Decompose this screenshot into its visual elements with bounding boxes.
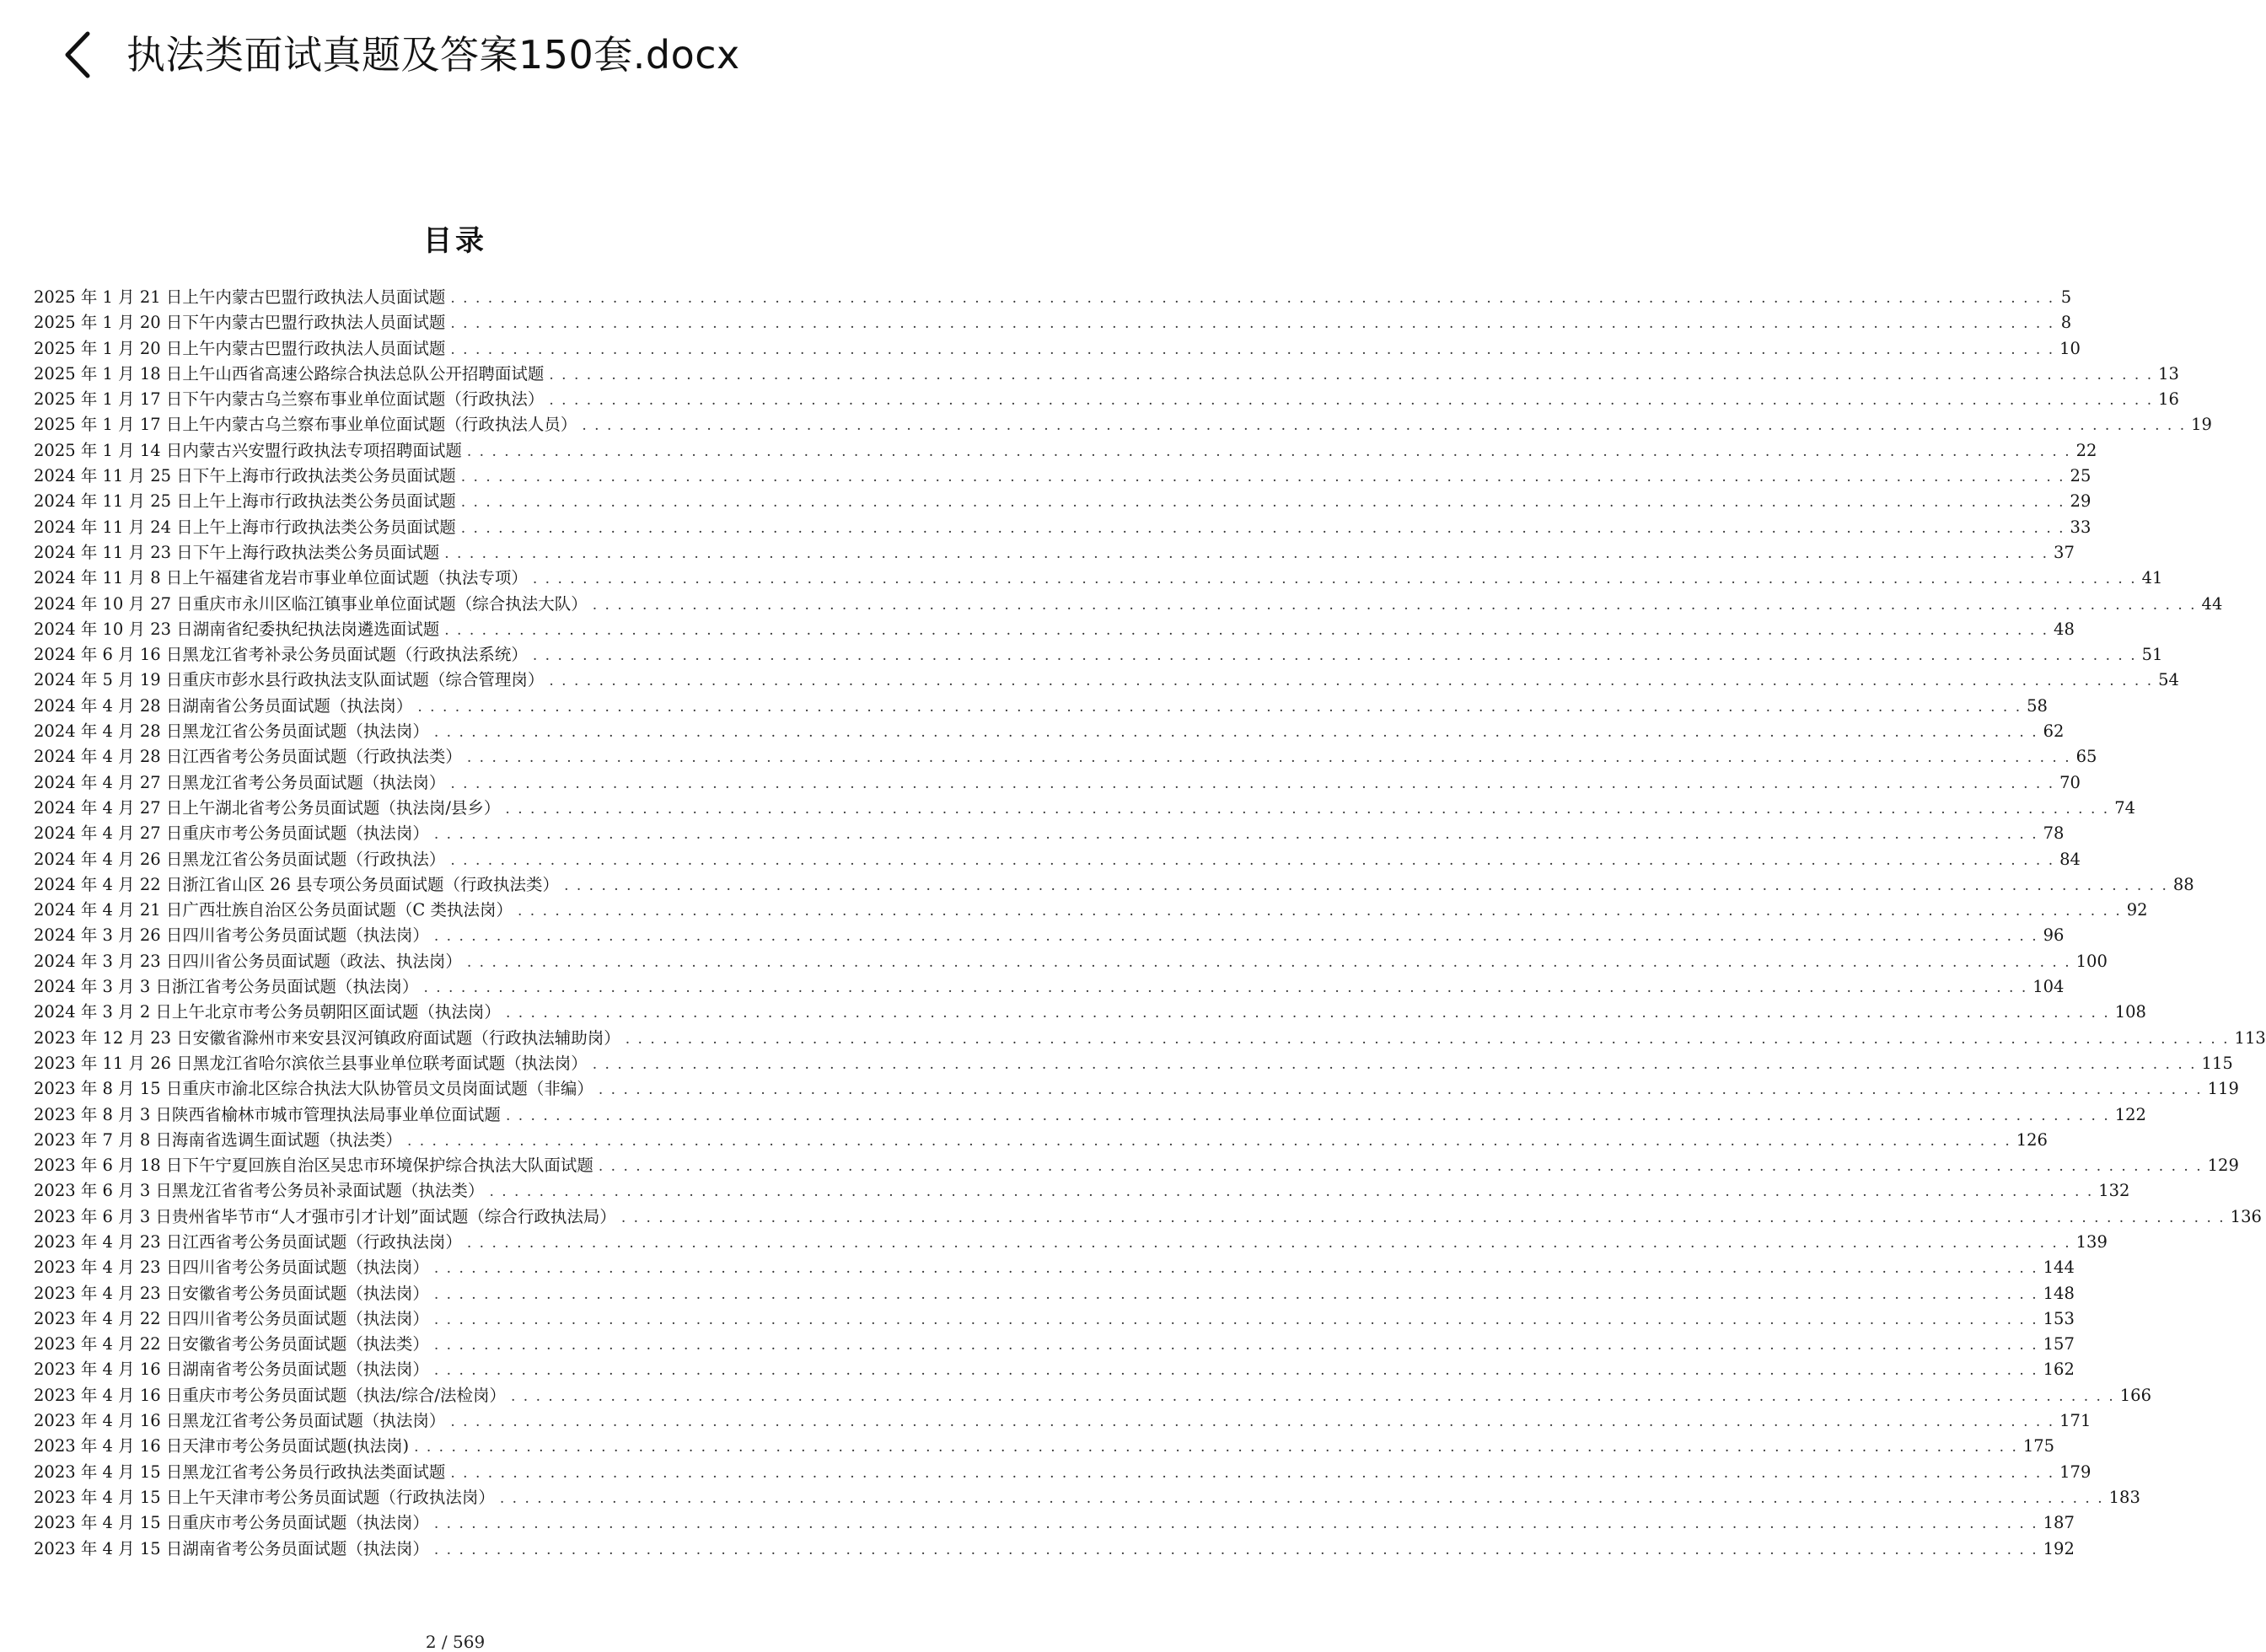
toc-entry-title: 2024 年 3 月 3 日浙江省考公务员面试题（执法岗） <box>34 977 419 997</box>
toc-entry-title: 2024 年 4 月 28 日湖南省公务员面试题（执法岗） <box>34 695 413 716</box>
toc-dot-leader <box>506 1000 2110 1026</box>
toc-dot-leader <box>500 1486 2104 1511</box>
toc-entry[interactable] <box>34 1510 2075 1536</box>
toc-entry[interactable] <box>34 540 2075 566</box>
toc-entry-title: 2024 年 4 月 27 日重庆市考公务员面试题（执法岗） <box>34 823 429 844</box>
toc-entry-page-number: 187 <box>2043 1513 2075 1533</box>
toc-entry[interactable] <box>34 285 2072 310</box>
toc-dot-leader <box>434 1256 2038 1281</box>
toc-entry-title: 2023 年 4 月 22 日安徽省考公务员面试题（执法类） <box>34 1334 429 1354</box>
toc-entry-page-number: 104 <box>2032 977 2065 997</box>
toc-dot-leader <box>414 1435 2018 1460</box>
toc-entry-page-number: 144 <box>2043 1258 2075 1278</box>
toc-entry-page-number: 113 <box>2234 1027 2266 1048</box>
toc-entry[interactable] <box>34 847 2081 872</box>
toc-entry[interactable] <box>34 1255 2075 1280</box>
toc-dot-leader <box>417 695 2022 720</box>
toc-dot-leader <box>489 1179 2093 1204</box>
back-button[interactable] <box>52 25 103 84</box>
toc-entry-title: 2024 年 3 月 2 日上午北京市考公务员朝阳区面试题（执法岗） <box>34 1002 501 1022</box>
toc-entry-title: 2023 年 7 月 8 日海南省选调生面试题（执法类） <box>34 1129 402 1150</box>
toc-entry-page-number: 162 <box>2043 1360 2075 1380</box>
toc-entry[interactable] <box>34 515 2091 540</box>
toc-entry-page-number: 179 <box>2059 1462 2091 1482</box>
toc-dot-leader <box>434 1537 2038 1563</box>
toc-entry-page-number: 126 <box>2016 1129 2048 1150</box>
toc-dot-leader <box>434 1358 2038 1383</box>
toc-entry[interactable] <box>34 796 2136 821</box>
toc-entry-page-number: 171 <box>2059 1411 2091 1431</box>
toc-entry-page-number: 13 <box>2158 363 2179 384</box>
toc-entry[interactable] <box>34 362 2179 387</box>
toc-entry[interactable] <box>34 923 2065 948</box>
toc-entry-page-number: 70 <box>2059 772 2081 792</box>
toc-dot-leader <box>599 1154 2203 1179</box>
toc-entry-title: 2023 年 4 月 16 日湖南省考公务员面试题（执法岗） <box>34 1360 429 1380</box>
toc-dot-leader <box>549 388 2153 413</box>
toc-entry-title: 2024 年 5 月 19 日重庆市彭水县行政执法支队面试题（综合管理岗） <box>34 670 545 690</box>
toc-entry-page-number: 175 <box>2022 1436 2055 1456</box>
toc-dot-leader <box>434 924 2038 949</box>
toc-entry-page-number: 37 <box>2054 542 2075 562</box>
toc-entry-title: 2023 年 4 月 16 日黑龙江省考公务员面试题（执法岗） <box>34 1411 446 1431</box>
toc-entry[interactable] <box>34 949 2108 974</box>
toc-entry-title: 2023 年 4 月 15 日重庆市考公务员面试题（执法岗） <box>34 1513 429 1533</box>
toc-entry-title: 2023 年 12 月 23 日安徽省滁州市来安县汊河镇政府面试题（行政执法辅助岗） <box>34 1027 620 1048</box>
toc-dot-leader <box>450 848 2054 873</box>
toc-dot-leader <box>593 593 2197 618</box>
toc-entry-title: 2023 年 8 月 15 日重庆市渝北区综合执法大队协管员文员岗面试题（非编） <box>34 1079 593 1099</box>
toc-entry-title: 2024 年 11 月 24 日上午上海市行政执法类公务员面试题 <box>34 517 456 537</box>
toc-entry[interactable] <box>34 1076 2239 1102</box>
document-title: 执法类面试真题及答案150套.docx <box>126 32 740 78</box>
toc-entry-title: 2024 年 10 月 27 日重庆市永川区临江镇事业单位面试题（综合执法大队） <box>34 593 588 614</box>
toc-dot-leader <box>407 1129 2011 1154</box>
toc-entry-page-number: 108 <box>2114 1002 2146 1022</box>
toc-entry-page-number: 48 <box>2054 619 2075 639</box>
toc-entry-title: 2023 年 4 月 23 日四川省考公务员面试题（执法岗） <box>34 1258 429 1278</box>
toc-dot-leader <box>434 822 2038 847</box>
toc-entry-title: 2023 年 4 月 16 日重庆市考公务员面试题（执法/综合/法检岗） <box>34 1385 506 1405</box>
toc-dot-leader <box>533 566 2137 592</box>
toc-entry-title: 2024 年 3 月 26 日四川省考公务员面试题（执法岗） <box>34 925 429 946</box>
toc-dot-leader <box>564 873 2168 898</box>
toc-dot-leader <box>450 311 2054 336</box>
toc-entry-title: 2024 年 11 月 8 日上午福建省龙岩市事业单位面试题（执法专项） <box>34 568 528 588</box>
toc-entry-title: 2023 年 8 月 3 日陕西省榆林市城市管理执法局事业单位面试题 <box>34 1104 501 1124</box>
toc-entry-title: 2025 年 1 月 21 日上午内蒙古巴盟行政执法人员面试题 <box>34 287 446 307</box>
toc-entry-title: 2025 年 1 月 18 日上午山西省高速公路综合执法总队公开招聘面试题 <box>34 363 545 384</box>
toc-entry-title: 2024 年 10 月 23 日湖南省纪委执纪执法岗遴选面试题 <box>34 619 440 639</box>
toc-entry-page-number: 65 <box>2075 747 2097 767</box>
toc-entry[interactable] <box>34 719 2065 744</box>
toc-entry-title: 2023 年 4 月 15 日湖南省考公务员面试题（执法岗） <box>34 1538 429 1558</box>
toc-entry-page-number: 44 <box>2201 593 2223 614</box>
table-of-contents <box>34 285 2266 1562</box>
toc-dot-leader <box>467 950 2071 975</box>
toc-entry-page-number: 41 <box>2141 568 2163 588</box>
toc-entry[interactable] <box>34 1051 2233 1076</box>
toc-dot-leader <box>549 668 2153 694</box>
toc-entry-title: 2025 年 1 月 17 日上午内蒙古乌兰察布事业单位面试题（行政执法人员） <box>34 415 577 435</box>
toc-dot-leader <box>434 1333 2038 1358</box>
toc-entry-page-number: 78 <box>2043 823 2065 844</box>
toc-entry-page-number: 10 <box>2059 338 2081 358</box>
toc-entry[interactable] <box>34 1485 2140 1510</box>
toc-entry[interactable] <box>34 974 2065 1000</box>
toc-entry-title: 2024 年 4 月 28 日江西省考公务员面试题（行政执法类） <box>34 747 462 767</box>
toc-dot-leader <box>582 413 2186 438</box>
toc-entry[interactable] <box>34 387 2179 412</box>
toc-entry[interactable] <box>34 770 2081 796</box>
toc-dot-leader <box>467 745 2071 770</box>
toc-dot-leader <box>450 1409 2054 1435</box>
toc-entry-title: 2023 年 6 月 18 日下午宁夏回族自治区吴忠市环境保护综合执法大队面试题 <box>34 1156 593 1176</box>
toc-entry-title: 2023 年 4 月 15 日黑龙江省考公务员行政执法类面试题 <box>34 1462 446 1482</box>
toc-entry-title: 2024 年 4 月 28 日黑龙江省公务员面试题（执法岗） <box>34 721 429 742</box>
toc-entry-title: 2024 年 4 月 22 日浙江省山区 26 县专项公务员面试题（行政执法类） <box>34 874 560 894</box>
toc-entry-page-number: 166 <box>2119 1385 2151 1405</box>
toc-entry-title: 2024 年 3 月 23 日四川省公务员面试题（政法、执法岗） <box>34 951 462 971</box>
toc-entry[interactable] <box>34 821 2065 846</box>
toc-entry[interactable] <box>34 1537 2075 1562</box>
toc-dot-leader <box>444 541 2049 566</box>
toc-entry-page-number: 96 <box>2043 925 2065 946</box>
toc-dot-leader <box>467 439 2071 464</box>
top-bar <box>0 0 910 110</box>
toc-entry[interactable] <box>34 1102 2146 1128</box>
toc-entry-page-number: 33 <box>2070 517 2091 537</box>
toc-entry-title: 2024 年 11 月 25 日上午上海市行政执法类公务员面试题 <box>34 491 456 512</box>
toc-entry-page-number: 153 <box>2043 1308 2075 1328</box>
toc-dot-leader <box>467 1231 2071 1256</box>
toc-dot-leader <box>626 1027 2230 1052</box>
toc-entry[interactable] <box>34 1306 2075 1332</box>
toc-entry-title: 2023 年 6 月 3 日贵州省毕节市“人才强市引才计划”面试题（综合行政执法局） <box>34 1206 616 1226</box>
toc-entry-page-number: 5 <box>2060 287 2072 307</box>
toc-dot-leader <box>434 1307 2038 1333</box>
toc-entry-page-number: 58 <box>2027 695 2048 716</box>
toc-entry-page-number: 22 <box>2075 440 2097 460</box>
toc-dot-leader <box>450 286 2054 311</box>
toc-entry[interactable] <box>34 1128 2048 1153</box>
toc-entry-page-number: 54 <box>2158 670 2179 690</box>
toc-entry-page-number: 148 <box>2043 1283 2075 1303</box>
toc-dot-leader <box>434 1511 2038 1537</box>
toc-entry-page-number: 74 <box>2114 797 2136 818</box>
toc-entry-title: 2024 年 6 月 16 日黑龙江省考补录公务员面试题（行政执法系统） <box>34 645 528 665</box>
toc-entry[interactable] <box>34 1383 2151 1408</box>
toc-dot-leader <box>450 771 2054 796</box>
toc-entry[interactable] <box>34 1357 2075 1382</box>
toc-entry[interactable] <box>34 1000 2146 1025</box>
toc-entry-title: 2024 年 4 月 21 日广西壮族自治区公务员面试题（C 类执法岗） <box>34 900 513 920</box>
toc-entry-page-number: 51 <box>2141 645 2163 665</box>
toc-entry-title: 2023 年 4 月 22 日四川省考公务员面试题（执法岗） <box>34 1308 429 1328</box>
toc-entry-title: 2025 年 1 月 17 日下午内蒙古乌兰察布事业单位面试题（行政执法） <box>34 389 545 410</box>
toc-dot-leader <box>549 362 2153 388</box>
toc-entry-title: 2024 年 4 月 27 日上午湖北省考公务员面试题（执法岗/县乡） <box>34 797 501 818</box>
chevron-left-icon <box>62 30 93 79</box>
toc-entry-page-number: 92 <box>2126 900 2148 920</box>
toc-entry[interactable] <box>34 1434 2055 1459</box>
toc-entry-page-number: 119 <box>2207 1079 2239 1099</box>
toc-dot-leader <box>506 1103 2110 1129</box>
toc-entry[interactable] <box>34 1178 2130 1204</box>
toc-entry-page-number: 192 <box>2043 1538 2075 1558</box>
toc-entry[interactable] <box>34 592 2223 617</box>
toc-entry-page-number: 88 <box>2172 874 2194 894</box>
toc-entry[interactable] <box>34 412 2212 437</box>
page-indicator: 2 / 569 <box>425 1632 486 1652</box>
toc-entry-title: 2023 年 11 月 26 日黑龙江省哈尔滨依兰县事业单位联考面试题（执法岗） <box>34 1053 588 1073</box>
toc-entry-title: 2023 年 4 月 15 日上午天津市考公务员面试题（行政执法岗） <box>34 1487 495 1507</box>
toc-entry[interactable] <box>34 1153 2239 1178</box>
toc-entry-page-number: 136 <box>2230 1206 2262 1226</box>
toc-entry-page-number: 139 <box>2075 1231 2108 1252</box>
toc-entry[interactable] <box>34 668 2179 693</box>
toc-entry-title: 2025 年 1 月 20 日下午内蒙古巴盟行政执法人员面试题 <box>34 313 446 333</box>
toc-entry-title: 2024 年 11 月 23 日下午上海行政执法类公务员面试题 <box>34 542 440 562</box>
toc-entry-title: 2023 年 4 月 23 日安徽省考公务员面试题（执法岗） <box>34 1283 429 1303</box>
toc-dot-leader <box>621 1205 2226 1231</box>
toc-entry-page-number: 132 <box>2098 1181 2130 1201</box>
toc-entry-page-number: 62 <box>2043 721 2065 742</box>
toc-entry-page-number: 84 <box>2059 849 2081 869</box>
toc-entry[interactable] <box>34 336 2081 362</box>
toc-entry[interactable] <box>34 1026 2266 1051</box>
toc-dot-leader <box>434 720 2038 745</box>
toc-entry-page-number: 157 <box>2043 1334 2075 1354</box>
toc-entry[interactable] <box>34 1460 2091 1485</box>
toc-entry-page-number: 115 <box>2201 1053 2233 1073</box>
toc-entry-title: 2024 年 4 月 26 日黑龙江省公务员面试题（行政执法） <box>34 849 446 869</box>
toc-entry-page-number: 29 <box>2070 491 2091 512</box>
toc-dot-leader <box>423 975 2027 1000</box>
toc-dot-leader <box>450 337 2054 362</box>
toc-entry-page-number: 16 <box>2158 389 2179 410</box>
toc-dot-leader <box>434 1282 2038 1307</box>
toc-entry-page-number: 122 <box>2114 1104 2146 1124</box>
document-page[interactable] <box>0 110 2266 1652</box>
toc-entry-page-number: 25 <box>2070 466 2091 486</box>
toc-entry[interactable] <box>34 1204 2262 1230</box>
toc-dot-leader <box>444 618 2049 643</box>
toc-entry[interactable] <box>34 642 2163 668</box>
toc-entry[interactable] <box>34 898 2148 923</box>
toc-entry[interactable] <box>34 694 2048 719</box>
toc-dot-leader <box>505 796 2109 822</box>
toc-entry-title: 2023 年 6 月 3 日黑龙江省省考公务员补录面试题（执法类） <box>34 1181 485 1201</box>
toc-entry[interactable] <box>34 310 2072 335</box>
toc-entry-page-number: 100 <box>2075 951 2108 971</box>
toc-entry[interactable] <box>34 872 2194 898</box>
toc-entry-title: 2024 年 4 月 27 日黑龙江省考公务员面试题（执法岗） <box>34 772 446 792</box>
toc-entry[interactable] <box>34 438 2097 464</box>
toc-entry-page-number: 129 <box>2207 1156 2239 1176</box>
toc-entry[interactable] <box>34 1281 2075 1306</box>
toc-heading: 目录 <box>423 224 487 258</box>
toc-entry-title: 2023 年 4 月 23 日江西省考公务员面试题（行政执法岗） <box>34 1231 462 1252</box>
toc-entry-page-number: 19 <box>2191 415 2212 435</box>
toc-entry[interactable] <box>34 1332 2075 1357</box>
toc-dot-leader <box>518 898 2122 924</box>
toc-dot-leader <box>511 1384 2115 1409</box>
toc-dot-leader <box>450 1461 2054 1486</box>
toc-dot-leader <box>461 464 2065 490</box>
toc-entry-page-number: 8 <box>2060 313 2072 333</box>
toc-entry-page-number: 183 <box>2108 1487 2140 1507</box>
toc-dot-leader <box>533 643 2137 668</box>
toc-dot-leader <box>599 1077 2203 1102</box>
toc-entry[interactable] <box>34 617 2075 642</box>
toc-entry-title: 2024 年 11 月 25 日下午上海市行政执法类公务员面试题 <box>34 466 456 486</box>
toc-entry[interactable] <box>34 464 2091 489</box>
toc-entry-title: 2025 年 1 月 20 日上午内蒙古巴盟行政执法人员面试题 <box>34 338 446 358</box>
toc-dot-leader <box>593 1052 2197 1077</box>
toc-entry[interactable] <box>34 566 2163 591</box>
toc-entry[interactable] <box>34 489 2091 514</box>
toc-entry[interactable] <box>34 744 2097 770</box>
toc-dot-leader <box>461 490 2065 515</box>
toc-dot-leader <box>461 516 2065 541</box>
toc-entry[interactable] <box>34 1408 2091 1434</box>
toc-entry-title: 2023 年 4 月 16 日天津市考公务员面试题(执法岗) <box>34 1436 410 1456</box>
toc-entry-title: 2025 年 1 月 14 日内蒙古兴安盟行政执法专项招聘面试题 <box>34 440 462 460</box>
toc-entry[interactable] <box>34 1230 2108 1255</box>
